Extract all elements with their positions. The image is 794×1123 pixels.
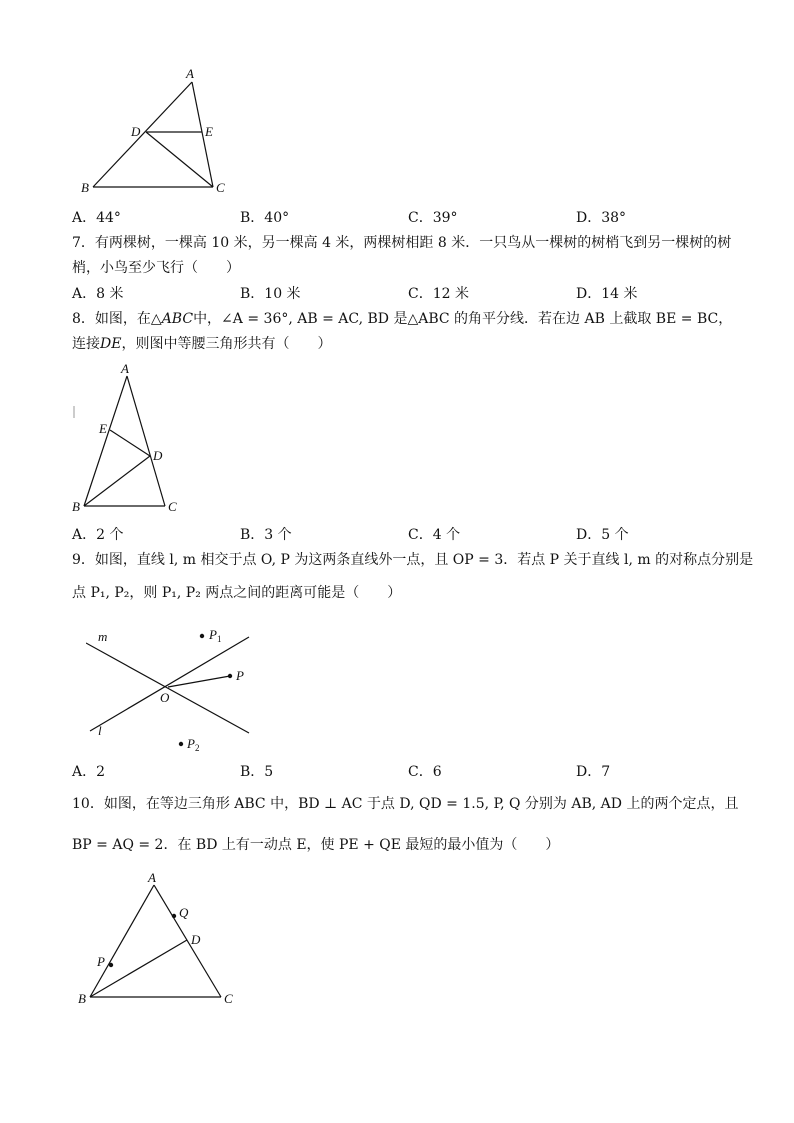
q9-label-l: l xyxy=(98,723,102,738)
q6-label-c: C xyxy=(216,180,225,195)
q8-label-b: B xyxy=(72,499,80,514)
q6-label-b: B xyxy=(81,180,89,195)
q8-option-a: A．2 个 xyxy=(72,527,124,543)
q9-label-p1-subscript: 1 xyxy=(217,634,222,644)
q10-side-ac xyxy=(154,885,221,997)
q9-label-p2-subscript: 2 xyxy=(195,743,200,753)
q8-side-ac xyxy=(127,376,165,506)
q8-option-d: D．5 个 xyxy=(576,527,629,543)
q8-stem-line1-a: 8．如图，在△ xyxy=(72,311,162,327)
q7-option-a: A．8 米 xyxy=(72,286,124,302)
q10-point-q xyxy=(172,914,176,918)
q7-stem-line1: 7．有两棵树，一棵高 10 米，另一棵高 4 米，两棵树相距 8 米．一只鸟从一棵树的树梢飞到另一棵树的树 xyxy=(72,235,732,251)
q8-stem-line2 xyxy=(72,334,331,354)
q6-label-e: E xyxy=(205,124,213,139)
q8-option-c: C．4 个 xyxy=(408,527,461,543)
q10-label-b: B xyxy=(78,991,86,1006)
q10-point-p xyxy=(109,963,113,967)
q7-stem-line2: 梢，小鸟至少飞行（ ） xyxy=(72,260,240,276)
q9-point-p xyxy=(228,674,232,678)
q8-side-ab xyxy=(84,376,127,506)
q6-option-c: C．39° xyxy=(408,210,458,226)
q9-figure xyxy=(86,622,256,758)
q6-segment-dc xyxy=(146,132,213,187)
q8-option-b: B．3 个 xyxy=(240,527,292,543)
q8-segment-bd xyxy=(84,456,150,506)
q9-label-p: P xyxy=(236,668,244,683)
q6-figure xyxy=(78,62,238,198)
q8-stem-line1 xyxy=(72,309,732,329)
q7-option-c: C．12 米 xyxy=(408,286,469,302)
q8-label-e: E xyxy=(99,421,107,436)
q6-label-d: D xyxy=(131,124,141,139)
q9-option-b: B．5 xyxy=(240,764,274,780)
q9-point-p1 xyxy=(200,634,204,638)
q10-label-c: C xyxy=(224,991,233,1006)
q9-stem-line1: 9．如图，直线 l, m 相交于点 O, P 为这两条直线外一点，且 OP = 3．若点 P 关于直线 l, m 的对称点分别是 xyxy=(72,552,754,568)
q6-option-a: A．44° xyxy=(72,210,121,226)
q8-label-d: D xyxy=(153,448,163,463)
q9-label-p1: P xyxy=(209,627,217,642)
q10-side-ab xyxy=(90,885,154,997)
q10-label-p: P xyxy=(97,954,105,969)
q7-option-b: B．10 米 xyxy=(240,286,301,302)
q9-point-p2 xyxy=(179,742,183,746)
q6-label-a: A xyxy=(186,66,194,81)
q9-option-d: D．7 xyxy=(576,764,611,780)
q10-stem-line1: 10．如图，在等边三角形 ABC 中，BD ⊥ AC 于点 D, QD = 1.5, P, Q 分别为 AB, AD 上的两个定点，且 xyxy=(72,796,739,812)
q10-label-a: A xyxy=(148,870,156,885)
q8-stem-line2-a: 连接 xyxy=(72,336,100,352)
q10-stem-line2: BP = AQ = 2．在 BD 上有一动点 E，使 PE + QE 最短的最小值为（ ） xyxy=(72,837,560,853)
q7-option-d: D．14 米 xyxy=(576,286,638,302)
q9-label-o: O xyxy=(160,690,170,705)
q6-side-ab xyxy=(93,82,192,187)
q10-label-q: Q xyxy=(179,905,189,920)
q8-label-a: A xyxy=(121,362,129,376)
q8-figure xyxy=(70,362,190,514)
q9-option-c: C．6 xyxy=(408,764,442,780)
q8-stem-line1-c: 中，∠A = 36°, AB = AC, BD 是△ABC 的角平分线．若在边 AB 上截取 BE = BC， xyxy=(193,311,733,327)
q9-label-p2: P xyxy=(187,736,195,751)
q9-segment-op xyxy=(168,676,230,687)
q6-option-d: D．38° xyxy=(576,210,627,226)
q9-option-a: A．2 xyxy=(72,764,106,780)
q10-figure xyxy=(76,868,246,1010)
q9-line-l xyxy=(90,637,249,731)
q9-label-m: m xyxy=(98,629,108,644)
q8-stem-line2-b: DE xyxy=(100,336,122,352)
q6-option-b: B．40° xyxy=(240,210,290,226)
q8-stem-line2-c: ，则图中等腰三角形共有（ ） xyxy=(121,336,332,352)
q8-label-c: C xyxy=(168,499,177,514)
q9-stem-line2: 点 P₁, P₂，则 P₁, P₂ 两点之间的距离可能是（ ） xyxy=(72,585,402,601)
q8-stem-line1-b: ABC xyxy=(161,311,194,327)
q10-label-d: D xyxy=(191,932,201,947)
